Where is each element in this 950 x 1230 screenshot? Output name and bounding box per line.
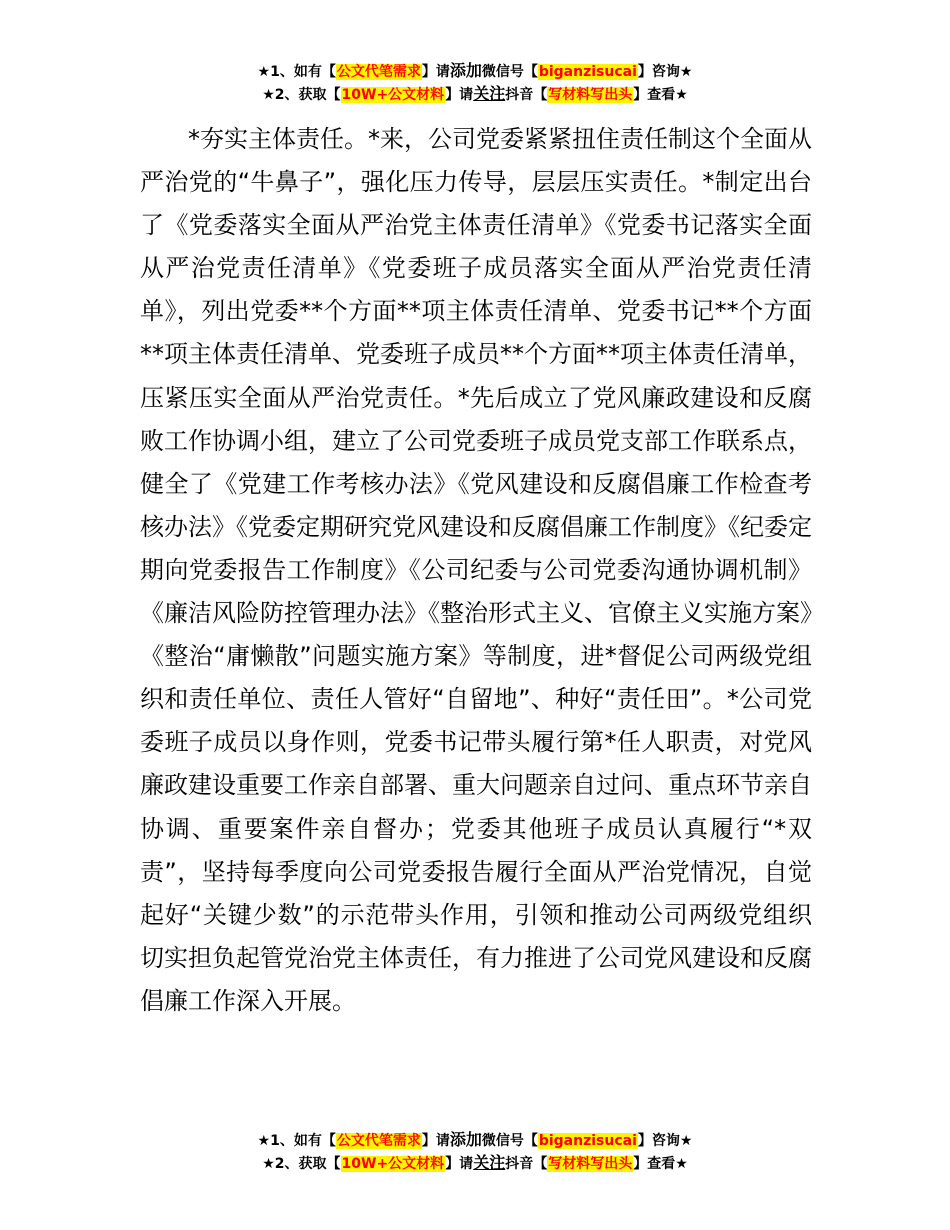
footer-line2-highlight-douyin: 写材料写出头 bbox=[548, 1156, 633, 1172]
document-body bbox=[140, 118, 812, 1023]
header-line1-suffix: 】咨询★ bbox=[637, 64, 693, 80]
footer-line2-highlight-materials: 10W+公文材料 bbox=[341, 1156, 445, 1172]
footer-line1-mid1: 】请 bbox=[421, 1133, 450, 1149]
footer-banner-line-2 bbox=[0, 1152, 950, 1175]
footer-banner-line-1 bbox=[0, 1129, 950, 1152]
header-banner-line-2 bbox=[0, 83, 950, 106]
header-line2-highlight-materials: 10W+公文材料 bbox=[341, 87, 445, 103]
header-line1-prefix: ★1、如有【 bbox=[257, 64, 336, 80]
footer-line1-highlight-service: 公文代笔需求 bbox=[336, 1133, 421, 1149]
footer-line1-emph: 添加 bbox=[449, 1130, 482, 1149]
header-line2-suffix: 】查看★ bbox=[633, 87, 688, 103]
footer-line1-suffix: 】咨询★ bbox=[637, 1133, 693, 1149]
footer-line2-mid2: 抖音【 bbox=[505, 1156, 548, 1172]
body-paragraph: *夯实主体责任。*来，公司党委紧紧扭住责任制这个全面从严治党的“牛鼻子”，强化压力传导，层层压实责任。*制定出台了《党委落实全面从严治党主体责任清单》《党委书记落实全面从严治党责任清单》《党委班子成员落实全面从严治党责任清单》，列出党委**个方面**项主体责任清单、党委书记**个方面**项主体责任清单、党委班子成员**个方面**项主体责任清单，压紧压实全面从严治党责任。*先后成立了党风廉政建设和反腐败工作协调小组，建立了公司党委班子成员党支部工作联系点，健全了《党建工作考核办法》《党风建设和反腐倡廉工作检查考核办法》《党委定期研究党风建设和反腐倡廉工作制度》《纪委定期向党委报告工作制度》《公司纪委与公司党委沟通协调机制》《廉洁风险防控管理办法》《整治形式主义、官僚主义实施方案》《整治“庸懒散”问题实施方案》等制度，进*督促公司两级党组织和责任单位、责任人管好“自留地”、种好“责任田”。*公司党委班子成员以身作则，党委书记带头履行第*任人职责，对党风廉政建设重要工作亲自部署、重大问题亲自过问、重点环节亲自协调、重要案件亲自督办；党委其他班子成员认真履行“*双责”，坚持每季度向公司党委报告履行全面从严治党情况，自觉起好“关键少数”的示范带头作用，引领和推动公司两级党组织切实担负起管党治党主体责任，有力推进了公司党风建设和反腐倡廉工作深入开展。 bbox=[140, 125, 812, 1015]
header-banner bbox=[0, 60, 950, 106]
header-line1-mid1: 】请 bbox=[421, 64, 450, 80]
header-line2-prefix: ★2、获取【 bbox=[262, 87, 341, 103]
footer-line2-prefix: ★2、获取【 bbox=[262, 1156, 341, 1172]
header-banner-line-1 bbox=[0, 60, 950, 83]
header-line2-mid2: 抖音【 bbox=[505, 87, 548, 103]
footer-line1-mid2: 微信号【 bbox=[481, 1133, 538, 1149]
footer-line2-mid1: 】请 bbox=[445, 1156, 474, 1172]
header-line2-highlight-douyin: 写材料写出头 bbox=[548, 87, 633, 103]
footer-banner bbox=[0, 1129, 950, 1175]
footer-line2-suffix: 】查看★ bbox=[633, 1156, 688, 1172]
header-line2-emph: 关注 bbox=[473, 84, 506, 103]
footer-line2-emph: 关注 bbox=[473, 1153, 506, 1172]
header-line1-mid2: 微信号【 bbox=[481, 64, 538, 80]
footer-line1-highlight-wechat: biganzisucai bbox=[538, 1133, 637, 1149]
footer-line1-prefix: ★1、如有【 bbox=[257, 1133, 336, 1149]
header-line2-mid1: 】请 bbox=[445, 87, 474, 103]
header-line1-emph: 添加 bbox=[449, 61, 482, 80]
header-line1-highlight-service: 公文代笔需求 bbox=[336, 64, 421, 80]
header-line1-highlight-wechat: biganzisucai bbox=[538, 64, 637, 80]
